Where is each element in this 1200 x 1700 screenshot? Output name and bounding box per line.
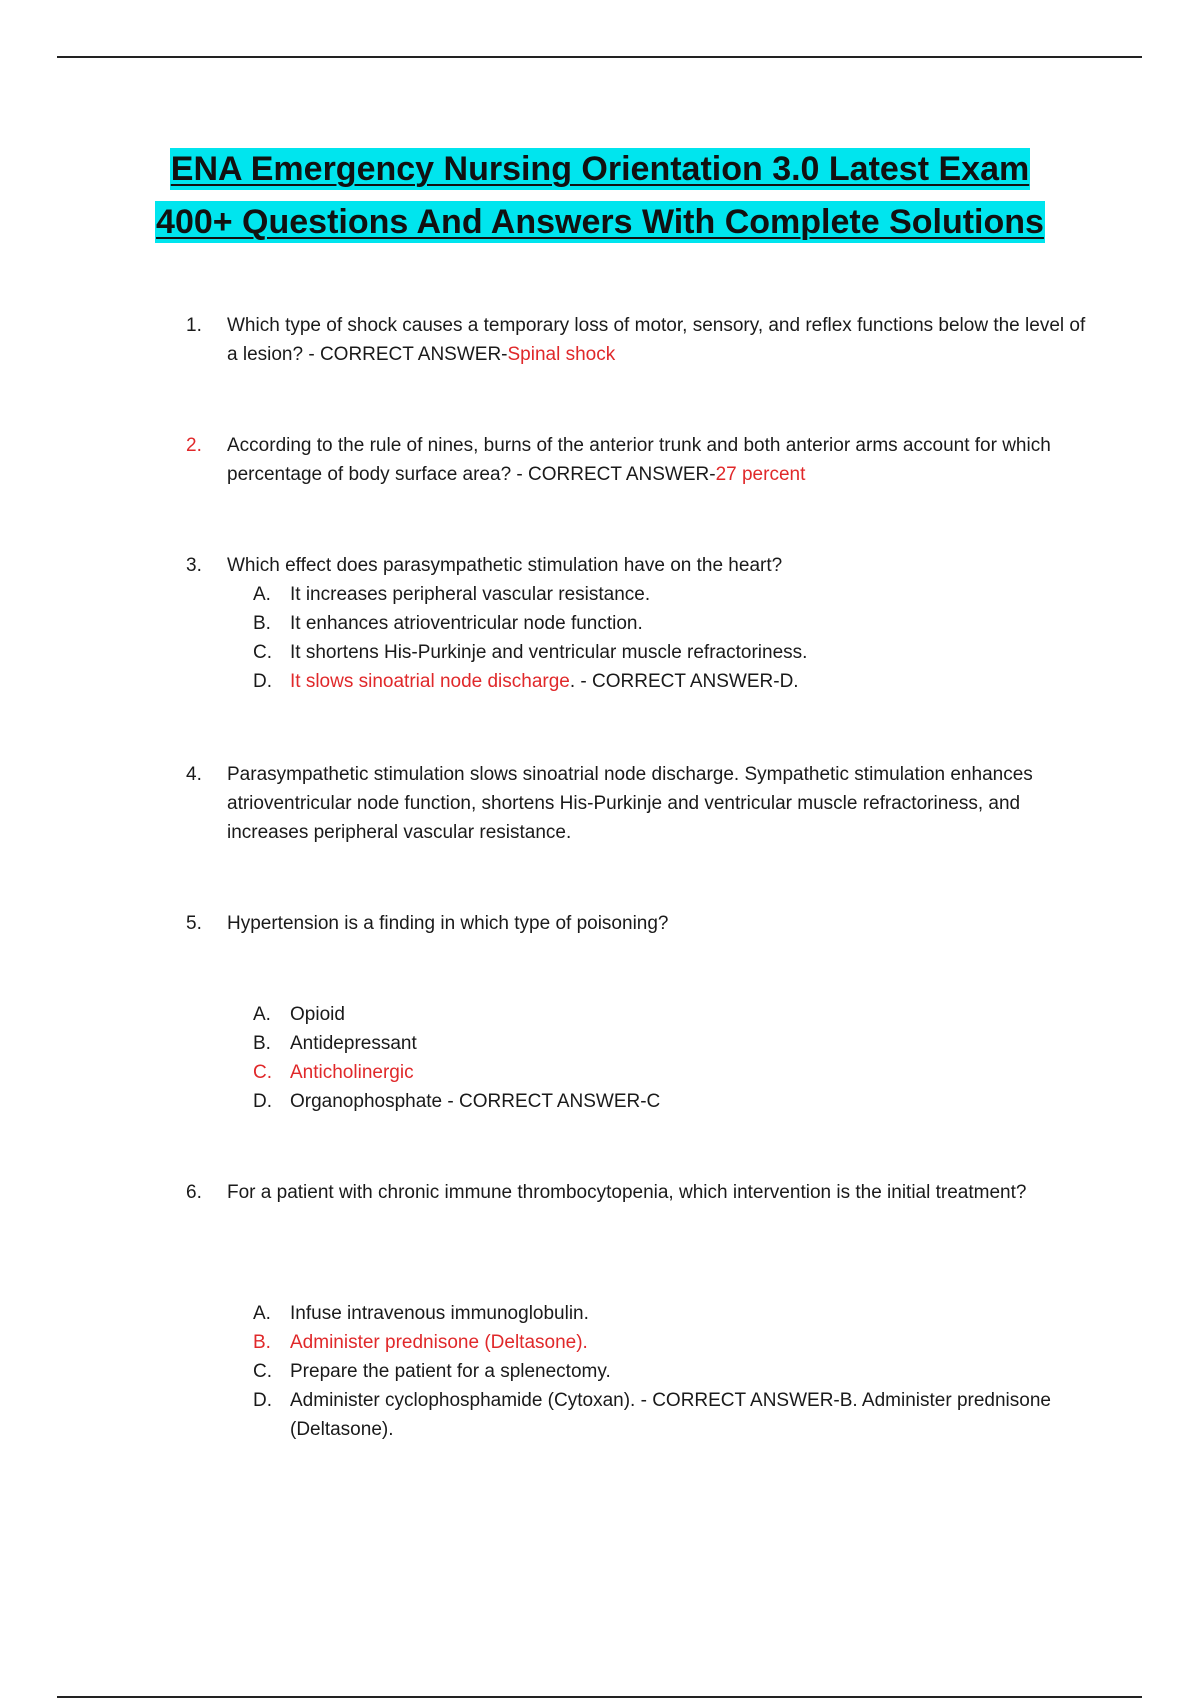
option-letter: B. <box>253 1033 271 1054</box>
option-letter: C. <box>253 1361 272 1382</box>
question-number: 5. <box>186 913 202 934</box>
option-text: Organophosphate - CORRECT ANSWER-C <box>290 1091 661 1112</box>
question-5-options <box>253 1000 1093 1116</box>
option-text: Antidepressant <box>290 1033 417 1054</box>
question-6 <box>186 1178 1086 1207</box>
question-number: 3. <box>186 555 202 576</box>
option-letter: B. <box>253 613 271 634</box>
option-c <box>253 1058 1093 1087</box>
document-title <box>0 143 1200 249</box>
option-letter: A. <box>253 1303 271 1324</box>
title-line-1: ENA Emergency Nursing Orientation 3.0 Latest Exam <box>170 150 1030 188</box>
question-5 <box>186 909 1086 938</box>
option-letter: A. <box>253 1004 271 1025</box>
option-text: Infuse intravenous immunoglobulin. <box>290 1303 589 1324</box>
correct-answer: Spinal shock <box>507 344 616 365</box>
option-answer-suffix: . - CORRECT ANSWER-D. <box>569 671 799 692</box>
question-6-options <box>253 1299 1093 1444</box>
option-b <box>253 1029 1093 1058</box>
option-a <box>253 1299 1093 1328</box>
option-letter: D. <box>253 671 272 692</box>
option-letter: B. <box>253 1332 271 1353</box>
title-line-2: 400+ Questions And Answers With Complete Solutions <box>156 203 1044 241</box>
question-text: Parasympathetic stimulation slows sinoatrial node discharge. Sympathetic stimulation enhances atrioventricular node function, shortens His-Purkinje and ventricular muscle refractoriness, and increases peripheral vascular resistance. <box>227 764 1033 843</box>
question-number: 2. <box>186 435 202 456</box>
option-text: It increases peripheral vascular resistance. <box>290 584 651 605</box>
question-4 <box>186 760 1086 847</box>
question-text: Which effect does parasympathetic stimulation have on the heart? <box>227 555 783 576</box>
option-c <box>253 1357 1093 1386</box>
option-a <box>253 1000 1093 1029</box>
option-d <box>253 1386 1093 1444</box>
question-3-options <box>253 580 1093 696</box>
option-c <box>253 638 1093 667</box>
question-number: 4. <box>186 764 202 785</box>
correct-answer: 27 percent <box>715 464 806 485</box>
option-text: Administer cyclophosphamide (Cytoxan). - CORRECT ANSWER-B. Administer prednisone (Deltasone). <box>290 1390 1051 1440</box>
question-number: 6. <box>186 1182 202 1203</box>
question-2 <box>186 431 1086 489</box>
option-d <box>253 667 1093 696</box>
question-3 <box>186 551 1086 580</box>
top-rule <box>57 56 1142 58</box>
question-number: 1. <box>186 315 202 336</box>
option-text: Administer prednisone (Deltasone). <box>290 1332 588 1353</box>
bottom-rule <box>57 1696 1142 1698</box>
option-b <box>253 609 1093 638</box>
option-a <box>253 580 1093 609</box>
question-text: For a patient with chronic immune thrombocytopenia, which intervention is the initial treatment? <box>227 1182 1027 1203</box>
option-letter: A. <box>253 584 271 605</box>
question-text: According to the rule of nines, burns of the anterior trunk and both anterior arms account for which percentage of body surface area? - CORRECT ANSWER- <box>227 435 1051 485</box>
question-1 <box>186 311 1086 369</box>
option-text: It shortens His-Purkinje and ventricular muscle refractoriness. <box>290 642 808 663</box>
option-text: It enhances atrioventricular node function. <box>290 613 643 634</box>
option-letter: D. <box>253 1091 272 1112</box>
question-text: Hypertension is a finding in which type of poisoning? <box>227 913 669 934</box>
option-letter: D. <box>253 1390 272 1411</box>
option-b <box>253 1328 1093 1357</box>
question-text: Which type of shock causes a temporary loss of motor, sensory, and reflex functions below the level of a lesion? - CORRECT ANSWER- <box>227 315 1086 365</box>
option-letter: C. <box>253 642 272 663</box>
option-text: It slows sinoatrial node discharge <box>290 671 570 692</box>
option-letter: C. <box>253 1062 272 1083</box>
option-d <box>253 1087 1093 1116</box>
option-text: Opioid <box>290 1004 345 1025</box>
option-text: Anticholinergic <box>290 1062 414 1083</box>
option-text: Prepare the patient for a splenectomy. <box>290 1361 611 1382</box>
